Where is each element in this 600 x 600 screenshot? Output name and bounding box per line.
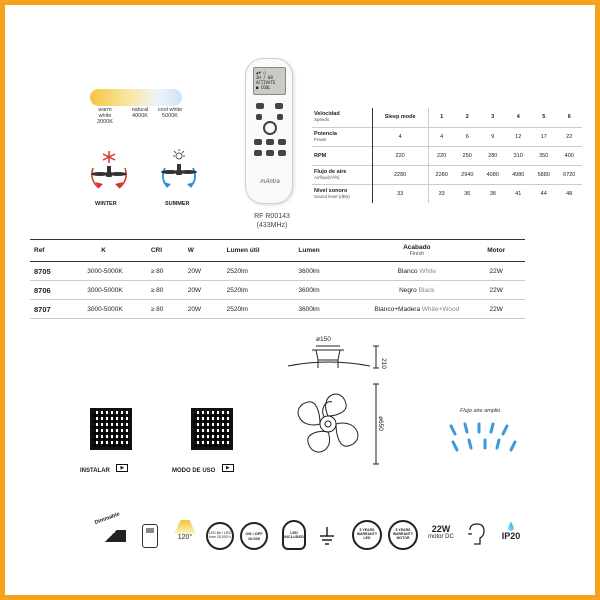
silent-icon [466,522,488,548]
video-icon: ▶ [116,464,128,472]
speed-spec-table [312,108,582,203]
table-cell: ≥ 80 [147,262,184,281]
table-cell: 350 [539,152,549,159]
install-qr-code[interactable] [90,408,132,450]
table-cell: 220 [372,146,428,165]
usage-qr-code[interactable] [191,408,233,450]
col-finish: Acabado Finish [366,240,463,262]
beam-angle-icon: 120° [172,520,198,541]
table-cell: 4980 [512,171,525,178]
table-cell: 48 [566,190,573,197]
finish-cell: Blanco+Madera White+Wood [366,300,463,319]
table-cell: 250 [462,152,472,159]
table-cell: 4 [372,127,428,146]
table-cell: 33 [438,190,445,197]
table-row [312,184,582,203]
table-cell: 4080 [486,171,499,178]
table-cell: 2280 [372,165,428,184]
table-cell: 20W [184,262,223,281]
ref-cell: 8705 [30,262,83,281]
table-cell: 2940 [461,171,474,178]
table-cell: 3000-5000K [83,262,147,281]
finish-cell: Blanco White [366,262,463,281]
table-cell: 22W [463,300,525,319]
table-cell: 220 [437,152,447,159]
airflow-label: Flujo de aire Airflow(m³/h) [312,165,372,184]
ref-cell: 8706 [30,281,83,300]
product-table [30,239,525,319]
table-row [30,300,525,319]
col-k: K [83,240,147,262]
ground-icon [318,526,336,546]
table-row [312,165,582,184]
remote-button [275,103,283,109]
table-cell: 20W [184,300,223,319]
table-cell: 2280 [435,171,448,178]
power-label: Potencia Power [312,127,372,146]
remote-button [266,150,274,156]
table-cell: 3000-5000K [83,281,147,300]
col-cri: CRI [147,240,184,262]
table-cell: 6 [567,114,571,121]
summer-label: SUMMER [165,201,190,207]
ip-rating-icon: 💧 IP20 [501,522,521,541]
ct-natural-label: natural 4000K [131,107,149,119]
table-row [30,281,525,300]
table-cell: 6720 [563,171,576,178]
ct-cool-label: cool white 5000K [157,107,183,119]
table-cell: 4 [516,114,520,121]
airflow-icon [445,418,525,460]
winter-label: WINTER [95,201,117,207]
table-row [312,127,582,146]
table-cell: 2520lm [223,281,295,300]
finish-cell: Negro Black [366,281,463,300]
table-cell: 4 [440,133,444,140]
remote-dpad [263,121,277,135]
dimmable-icon: Dimmable [96,520,130,542]
table-cell: 41 [515,190,522,197]
table-cell: 20W [184,281,223,300]
remote-button [254,139,262,145]
table-cell: 400 [564,152,574,159]
table-cell: 1 [440,114,444,121]
motor-dc-icon: 22W motor DC [428,524,454,540]
winter-mode-icon [85,148,133,194]
table-row [30,262,525,281]
table-cell: 2520lm [223,300,295,319]
table-cell: 3 [491,114,495,121]
table-cell: 3600lm [294,262,366,281]
table-cell: 3600lm [294,300,366,319]
table-cell: 17 [540,133,547,140]
install-qr-label: INSTALAR ▶ [80,459,128,477]
remote-button [266,139,274,145]
table-cell: 12 [515,133,522,140]
speed-label: Velocidad Speeds [312,108,372,127]
table-row [312,108,582,127]
remote-screen: ▲▼ ◯ 3H / 00 ACTIVATE ■ COOL [253,67,286,95]
sound-label: Nivel sonoro Sound level (dBa) [312,184,372,203]
table-cell: 6 [465,133,469,140]
ct-warm-label: warm white 3000K [97,107,113,125]
col-ref: Ref [30,240,83,262]
table-header-row [30,240,525,262]
dim-top-diameter: ø150 [316,336,331,343]
table-cell: 3000-5000K [83,300,147,319]
color-temperature-bar [90,89,182,106]
remote-button [256,103,264,109]
usage-qr-label: MODO DE USO ▶ [172,459,234,477]
remote-button [278,150,286,156]
on-off-cycles-icon: ON / OFF 10.000 [240,522,268,550]
table-cell: 36 [464,190,471,197]
remote-brand: mAntra [260,179,280,185]
table-cell: 44 [540,190,547,197]
table-cell: ≥ 80 [147,281,184,300]
table-cell: 2 [465,114,469,121]
table-row [312,146,582,165]
dim-blade-diameter: ø650 [376,416,384,431]
remote-button [254,150,262,156]
dim-height: 210 [379,358,387,369]
table-cell: 280 [488,152,498,159]
airflow-label: Flujo aire amplio [460,408,501,414]
table-cell: 5 [542,114,546,121]
col-lumen: Lumen [294,240,366,262]
table-cell: ≥ 80 [147,300,184,319]
table-cell: 22 [566,133,573,140]
remote-button [278,139,286,145]
col-motor: Motor [463,240,525,262]
table-cell: Sleep mode [372,108,428,127]
remote-control [245,58,293,204]
video-icon: ▶ [222,464,234,472]
table-cell: 22W [463,281,525,300]
remote-button [277,114,283,120]
remote-button [256,114,262,120]
rpm-label: RPM [312,146,372,165]
remote-small-icon [142,524,158,548]
col-lumen-util: Lumen útil [223,240,295,262]
table-cell: 9 [491,133,495,140]
table-cell: 38 [489,190,496,197]
lifetime-icon: LED life / LED time 25.000 h [206,522,234,550]
table-cell: 33 [372,184,428,203]
led-warranty-icon: 5 YEARS WARRANTY LED [352,520,382,550]
remote-caption: RF R00143 (433MHz) [254,213,290,229]
summer-mode-icon [155,148,203,194]
motor-warranty-icon: 8 YEARS WARRANTY MOTOR [388,520,418,550]
table-cell: 310 [513,152,523,159]
table-cell: 3600lm [294,281,366,300]
led-included-icon: LED INCLUDED [282,520,306,550]
col-w: W [184,240,223,262]
table-cell: 2520lm [223,262,295,281]
table-cell: 22W [463,262,525,281]
table-cell: 5880 [537,171,550,178]
ref-cell: 8707 [30,300,83,319]
fan-technical-drawing [280,338,410,468]
